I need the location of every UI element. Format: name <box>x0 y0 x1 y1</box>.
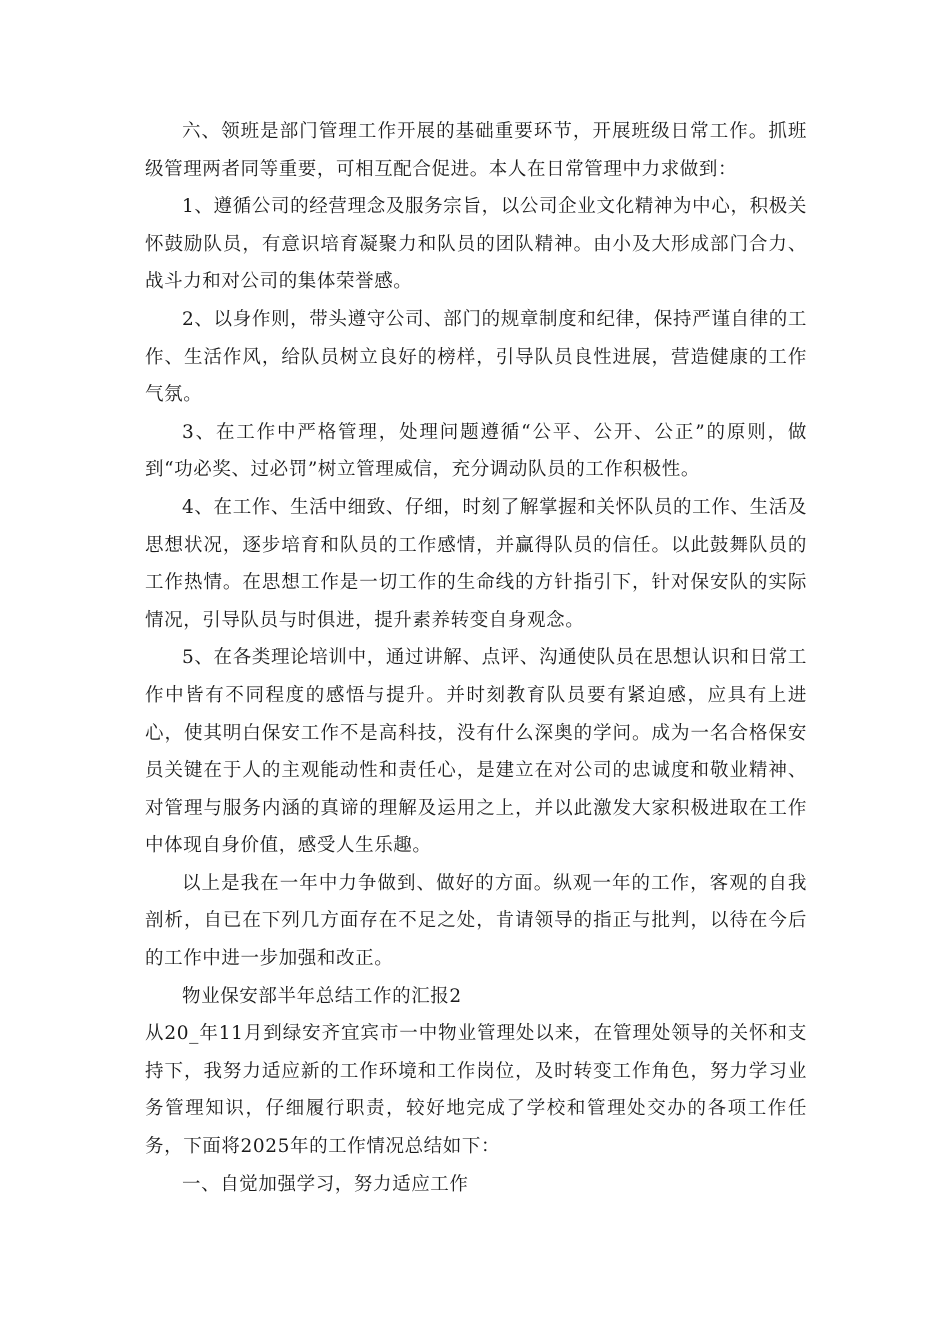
paragraph-section-six: 六、领班是部门管理工作开展的基础重要环节，开展班级日常工作。抓班级管理两者同等重要，可相互配合促进。本人在日常管理中力求做到： <box>145 121 807 180</box>
report-2-title: 物业保安部半年总结工作的汇报2 <box>182 985 462 1007</box>
section-heading-one: 一、自觉加强学习，努力适应工作 <box>182 1173 469 1195</box>
paragraph-report-2-intro: 从20_年11月到绿安齐宜宾市一中物业管理处以来，在管理处领导的关怀和支持下，我努力适应新的工作环境和工作岗位，及时转变工作角色，努力学习业务管理知识，仔细履行职责，较好地完成了学校和管理处交办的各项工作任务，下面将2025年的工作情况总结如下： <box>145 1023 807 1158</box>
paragraph-item-2: 2、以身作则，带头遵守公司、部门的规章制度和纪律，保持严谨自律的工作、生活作风，给队员树立良好的榜样，引导队员良性进展，营造健康的工作气氛。 <box>145 308 807 406</box>
paragraph-item-5: 5、在各类理论培训中，通过讲解、点评、沟通使队员在思想认识和日常工作中皆有不同程度的感悟与提升。并时刻教育队员要有紧迫感，应具有上进心，使其明白保安工作不是高科技，没有什么深奥的学问。成为一名合格保安员关键在于人的主观能动性和责任心，是建立在对公司的忠诚度和敬业精神、对管理与服务内涵的真谛的理解及运用之上，并以此激发大家积极进取在工作中体现自身价值，感受人生乐趣。 <box>145 647 807 857</box>
paragraph-item-1: 1、遵循公司的经营理念及服务宗旨，以公司企业文化精神为中心，积极关怀鼓励队员，有意识培育凝聚力和队员的团队精神。由小及大形成部门合力、战斗力和对公司的集体荣誉感。 <box>145 196 807 293</box>
document-page <box>145 113 807 1203</box>
paragraph-summary: 以上是我在一年中力争做到、做好的方面。纵观一年的工作，客观的自我剖析，自已在下列几方面存在不足之处，肯请领导的指正与批判，以待在今后的工作中进一步加强和改正。 <box>145 872 807 970</box>
paragraph-item-4: 4、在工作、生活中细致、仔细，时刻了解掌握和关怀队员的工作、生活及思想状况，逐步培育和队员的工作感情，并赢得队员的信任。以此鼓舞队员的工作热情。在思想工作是一切工作的生命线的方针指引下，针对保安队的实际情况，引导队员与时俱进，提升素养转变自身观念。 <box>145 496 807 631</box>
paragraph-item-3: 3、在工作中严格管理，处理问题遵循“公平、公开、公正”的原则，做到“功必奖、过必罚”树立管理威信，充分调动队员的工作积极性。 <box>145 421 807 481</box>
